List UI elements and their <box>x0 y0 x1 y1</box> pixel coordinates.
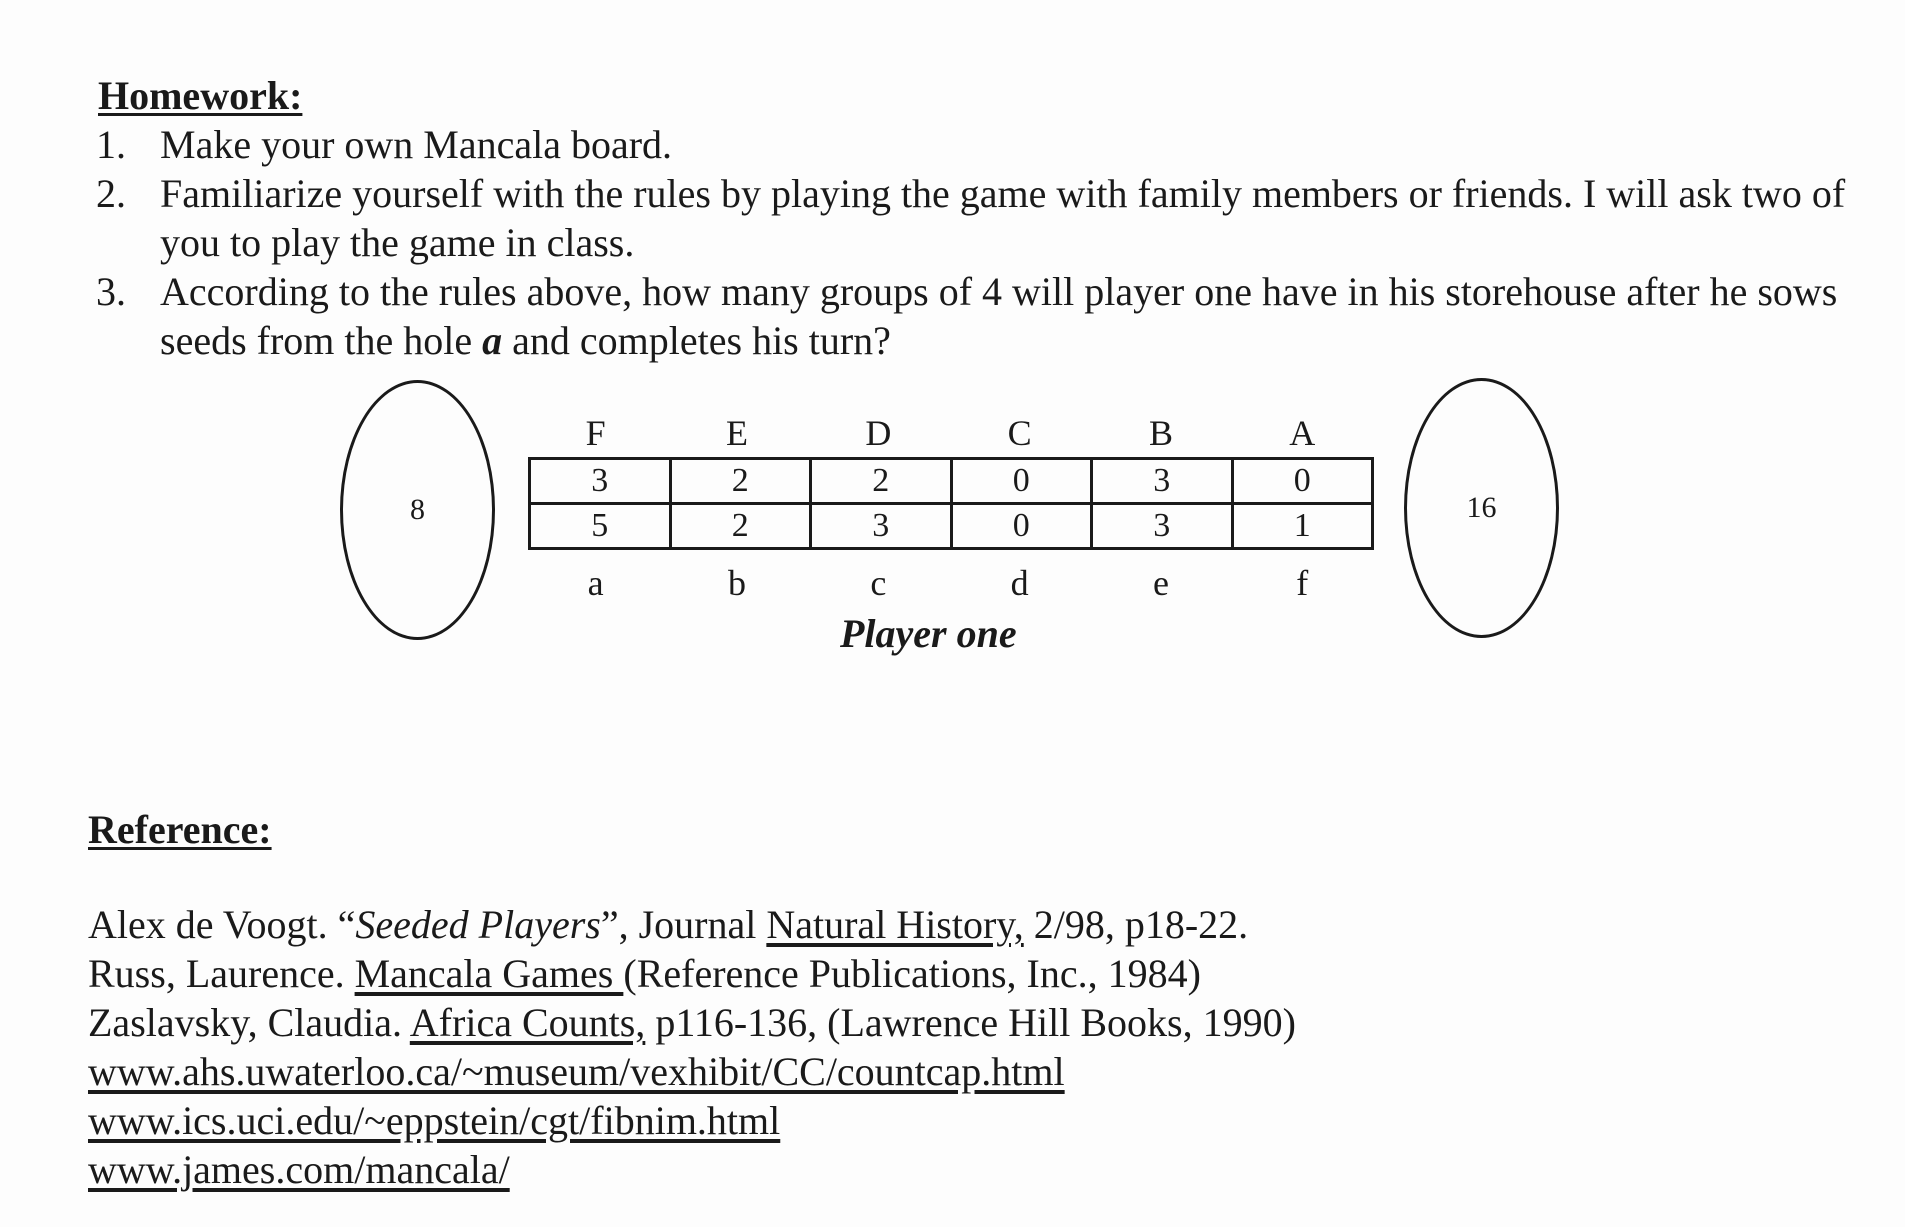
board-row-bottom <box>530 504 1373 549</box>
hole-count: 0 <box>951 459 1092 504</box>
hole-count: 2 <box>670 459 811 504</box>
hole-label: A <box>1289 413 1316 453</box>
player-one-label: Player one <box>840 611 1017 656</box>
hole-label: C <box>1007 413 1032 453</box>
hole-label: c <box>870 563 887 603</box>
hole-count: 1 <box>1232 504 1373 549</box>
right-storehouse <box>1404 378 1559 638</box>
homework-item <box>96 267 1856 365</box>
left-store-count: 8 <box>410 493 425 526</box>
hole-count: 0 <box>951 504 1092 549</box>
hole-label: e <box>1152 563 1169 603</box>
hole-count: 3 <box>530 459 671 504</box>
board-row-top <box>530 459 1373 504</box>
reference-entry: Russ, Laurence. Mancala Games (Reference Publications, Inc., 1984) <box>88 951 1201 996</box>
hole-label: F <box>585 413 606 453</box>
hole-letter: a <box>482 318 503 363</box>
top-hole-labels <box>525 412 1373 454</box>
book-title: Mancala Games <box>354 951 624 996</box>
board-grid <box>528 457 1374 550</box>
journal-title: Natural History, <box>766 902 1024 947</box>
item-number: 1. <box>96 122 126 167</box>
bottom-hole-labels <box>525 562 1373 604</box>
reference-entry: Alex de Voogt. “Seeded Players”, Journal Natural History, 2/98, p18-22. <box>88 902 1249 947</box>
hole-label: a <box>587 563 604 603</box>
reference-entry: Zaslavsky, Claudia. Africa Counts, p116-136, (Lawrence Hill Books, 1990) <box>88 1000 1296 1045</box>
homework-heading: Homework: <box>98 73 303 118</box>
hole-count: 3 <box>1092 459 1233 504</box>
right-store-count: 16 <box>1466 491 1497 524</box>
hole-count: 3 <box>811 504 952 549</box>
homework-list <box>96 120 1856 365</box>
reference-heading: Reference: <box>88 807 272 852</box>
hole-count: 5 <box>530 504 671 549</box>
left-storehouse <box>340 380 495 640</box>
reference-url: www.ahs.uwaterloo.ca/~museum/vexhibit/CC/countcap.html <box>88 1049 1065 1094</box>
hole-label: b <box>727 563 746 603</box>
reference-url: www.james.com/mancala/ <box>88 1147 510 1192</box>
item-number: 3. <box>96 269 126 314</box>
reference-url: www.ics.uci.edu/~eppstein/cgt/fibnim.html <box>88 1098 781 1143</box>
reference-list <box>88 900 1296 1194</box>
mancala-board-diagram <box>340 380 1560 656</box>
hole-label: d <box>1010 563 1029 603</box>
hole-count: 2 <box>670 504 811 549</box>
hole-count: 0 <box>1232 459 1373 504</box>
hole-label: B <box>1148 413 1173 453</box>
book-title: Africa Counts, <box>409 1000 646 1045</box>
hole-label: D <box>865 413 892 453</box>
hole-label: f <box>1296 563 1309 603</box>
item-text: Familiarize yourself with the rules by playing the game with family members or friends. I will ask two of you to play the game in class. <box>160 171 1846 265</box>
article-title: Seeded Players <box>355 902 601 947</box>
hole-count: 2 <box>811 459 952 504</box>
hole-count: 3 <box>1092 504 1233 549</box>
homework-item <box>96 120 1856 169</box>
hole-label: E <box>725 413 748 453</box>
item-text: Make your own Mancala board. <box>160 122 673 167</box>
item-number: 2. <box>96 171 126 216</box>
homework-item <box>96 169 1856 267</box>
item-text: According to the rules above, how many groups of 4 will player one have in his storehouse after he sows seeds from the hole <box>160 269 1838 363</box>
item-text: and completes his turn? <box>502 318 891 363</box>
